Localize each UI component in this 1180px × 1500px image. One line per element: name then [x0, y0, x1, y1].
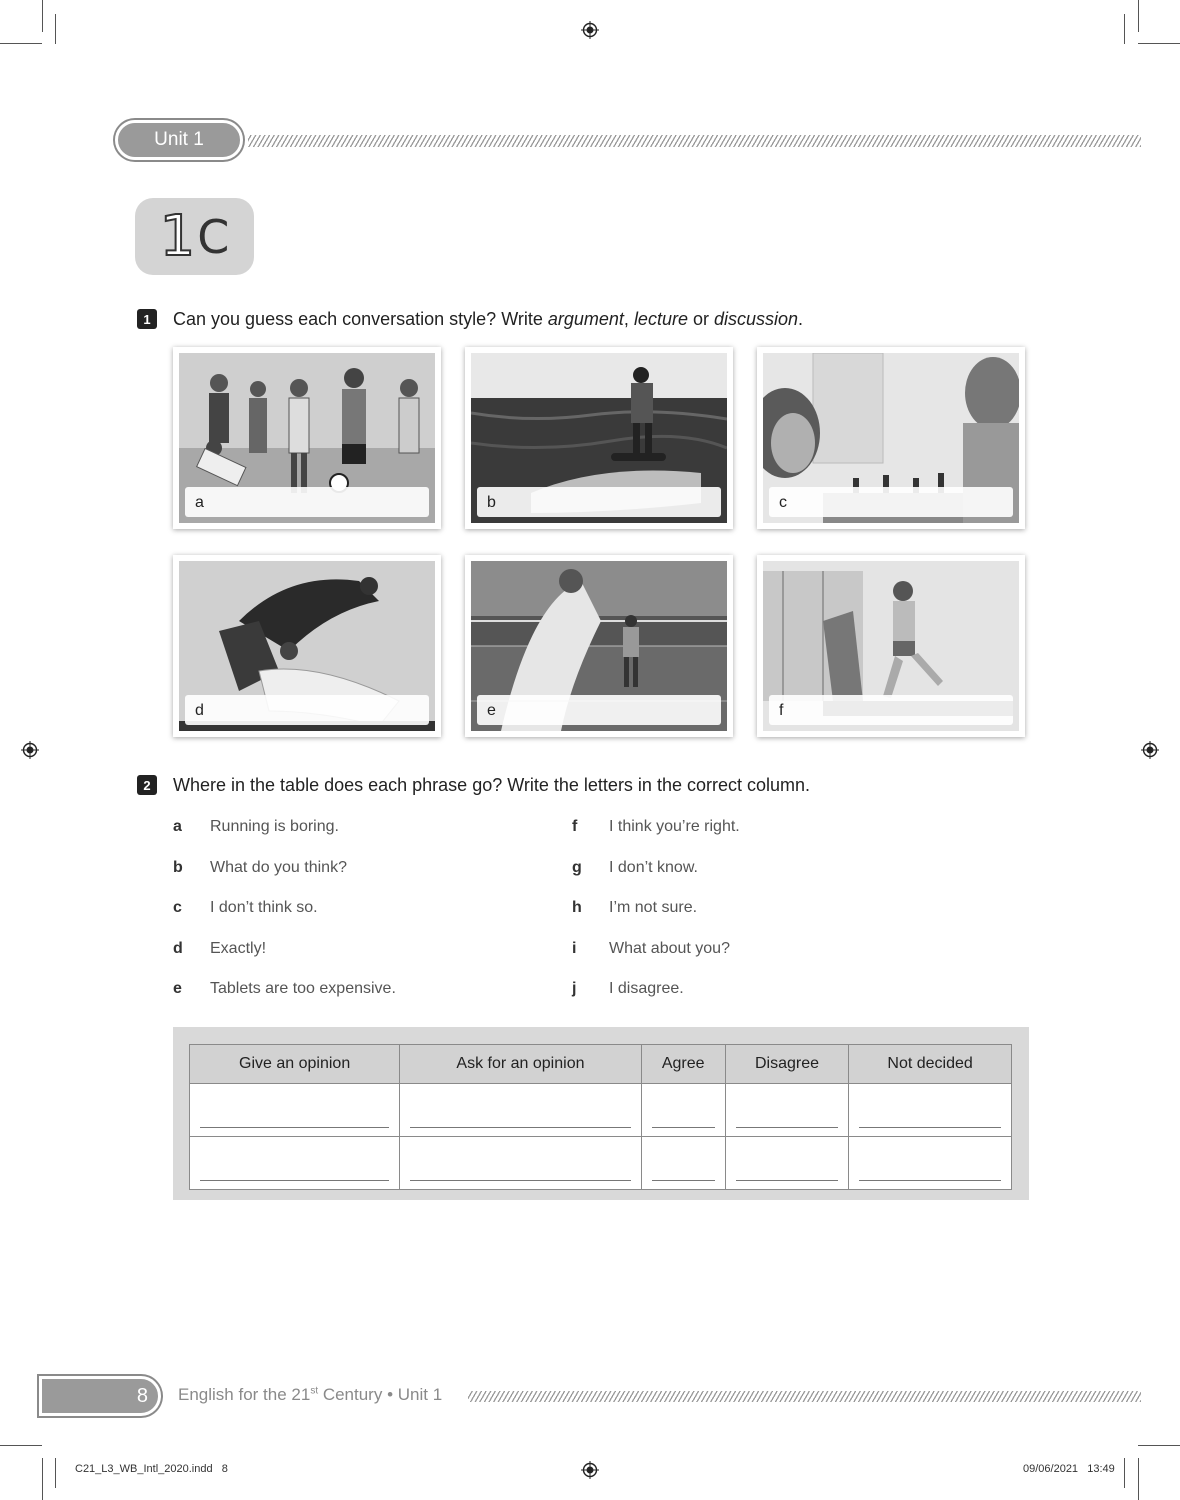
opinion-table [189, 1044, 1012, 1190]
phrase-item: h I’m not sure. [572, 899, 698, 916]
answer-field-e[interactable]: e [477, 695, 721, 725]
table-row [190, 1137, 1012, 1190]
phrase-item: c I don’t think so. [173, 899, 318, 916]
header-give-opinion: Give an opinion [190, 1045, 400, 1084]
photo-badminton [471, 561, 727, 731]
crop-mark [42, 1458, 43, 1500]
crop-mark [0, 43, 42, 44]
slug-datetime: 09/06/2021 13:49 [1023, 1463, 1115, 1475]
exercise-1-number: 1 [137, 309, 157, 329]
crop-mark [1138, 0, 1139, 32]
crop-mark [1138, 1445, 1180, 1446]
answer-cell[interactable] [725, 1084, 848, 1137]
answer-field-d[interactable]: d [185, 695, 429, 725]
answer-cell[interactable] [400, 1137, 641, 1190]
header-agree: Agree [641, 1045, 725, 1084]
answer-cell[interactable] [849, 1137, 1012, 1190]
footer-rule [468, 1391, 1141, 1402]
photo-chess [763, 353, 1019, 523]
answer-cell[interactable] [400, 1084, 641, 1137]
photo-football [179, 353, 435, 523]
slug-file: C21_L3_WB_Intl_2020.indd 8 [75, 1463, 228, 1475]
phrase-item: g I don’t know. [572, 858, 698, 876]
phrase-item: e Tablets are too expensive. [173, 980, 396, 997]
crop-mark [0, 1445, 42, 1446]
table-row [190, 1084, 1012, 1137]
phrase-item: i What about you? [572, 939, 730, 957]
photo-card-a [173, 347, 441, 529]
phrase-list-left [173, 818, 396, 1021]
crop-mark [42, 0, 43, 32]
crop-mark [55, 14, 56, 44]
answer-cell[interactable] [641, 1137, 725, 1190]
unit-tab: Unit 1 [115, 120, 243, 160]
photo-treadmill [763, 561, 1019, 731]
crop-mark [55, 1458, 56, 1488]
registration-mark-icon [1141, 741, 1159, 759]
crop-mark [1124, 1458, 1125, 1488]
exercise-2-instruction: Where in the table does each phrase go? Write the letters in the correct column. [173, 775, 811, 795]
answer-field-a[interactable]: a [185, 487, 429, 517]
photo-wakeboarding [471, 353, 727, 523]
crop-mark [1124, 14, 1125, 44]
header-disagree: Disagree [725, 1045, 848, 1084]
registration-mark-icon [581, 1461, 599, 1479]
registration-mark-icon [581, 21, 599, 39]
lesson-badge [135, 198, 254, 275]
crop-mark [1138, 43, 1180, 44]
crop-mark [1138, 1458, 1139, 1500]
photo-card-c [757, 347, 1025, 529]
answer-cell[interactable] [849, 1084, 1012, 1137]
phrase-item: d Exactly! [173, 939, 267, 957]
phrase-list-right [572, 818, 740, 1021]
answer-field-c[interactable]: c [769, 487, 1013, 517]
answer-cell[interactable] [725, 1137, 848, 1190]
photo-card-b [465, 347, 733, 529]
photo-card-d [173, 555, 441, 737]
header-not-decided: Not decided [849, 1045, 1012, 1084]
page-number: 8 [39, 1376, 161, 1416]
table-header-row [190, 1045, 1012, 1084]
footer-book-title: English for the 21st Century • Unit 1 [178, 1385, 443, 1404]
photo-martial-arts [179, 561, 435, 731]
answer-field-b[interactable]: b [477, 487, 721, 517]
header-ask-opinion: Ask for an opinion [400, 1045, 641, 1084]
unit-header-rule [248, 135, 1141, 147]
phrase-item: j I disagree. [572, 980, 684, 997]
photo-card-e [465, 555, 733, 737]
registration-mark-icon [21, 741, 39, 759]
answer-cell[interactable] [190, 1084, 400, 1137]
photo-card-f [757, 555, 1025, 737]
lesson-number: 1 [159, 203, 196, 269]
lesson-letter: C [197, 209, 230, 264]
answer-cell[interactable] [190, 1137, 400, 1190]
phrase-item: b What do you think? [173, 858, 347, 876]
exercise-2-number: 2 [137, 775, 157, 795]
answer-field-f[interactable]: f [769, 695, 1013, 725]
phrase-item: f I think you’re right. [572, 818, 740, 835]
exercise-1-instruction: Can you guess each conversation style? Write argument, lecture or discussion. [173, 309, 804, 329]
phrase-item: a Running is boring. [173, 818, 339, 835]
answer-cell[interactable] [641, 1084, 725, 1137]
